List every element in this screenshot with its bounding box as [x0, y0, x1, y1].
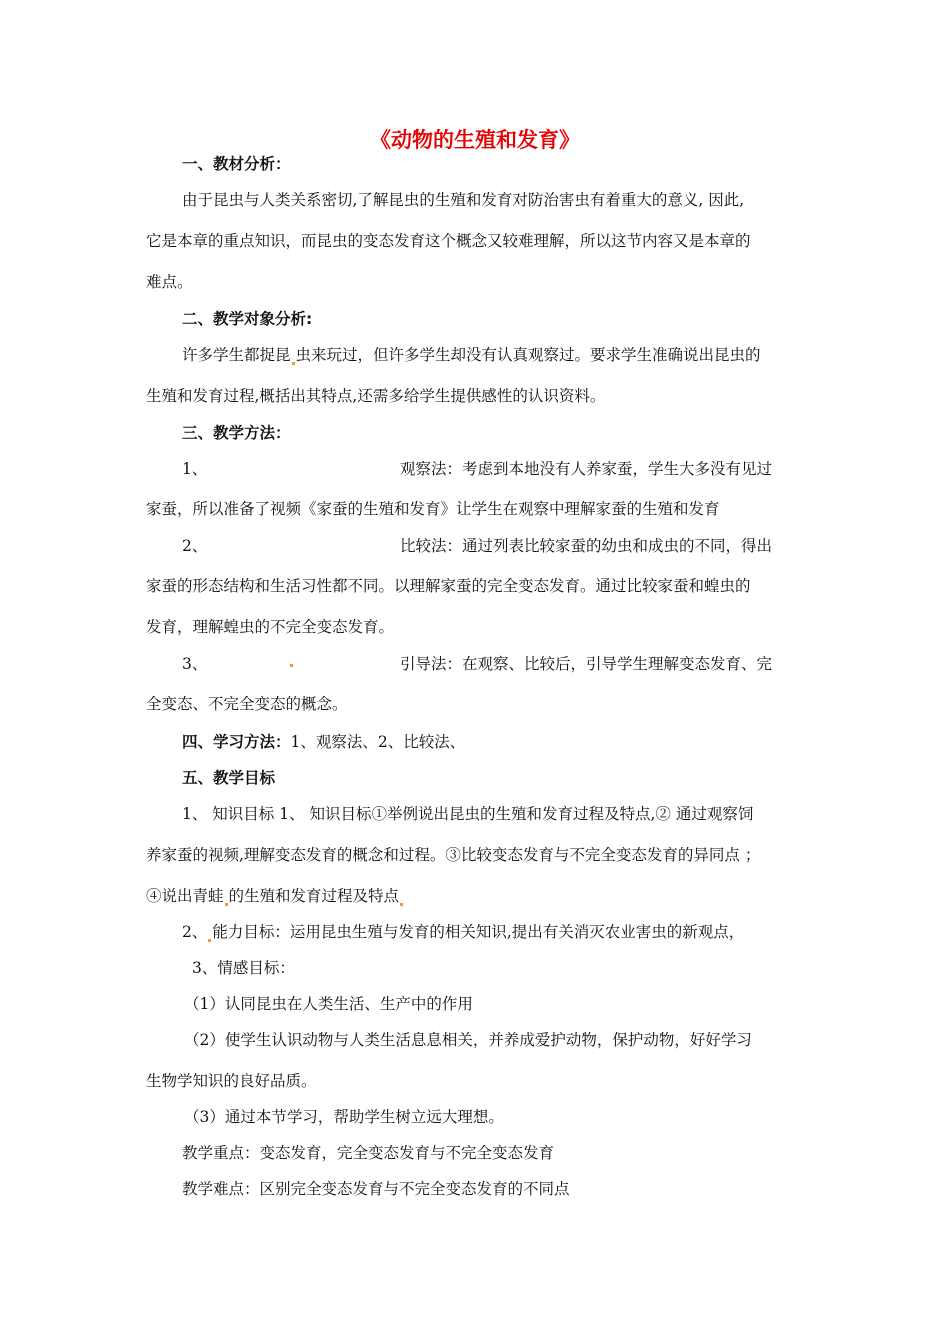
paragraph-line: 难点。	[146, 273, 193, 291]
section-heading-teaching-goals: 五、教学目标	[182, 769, 276, 787]
paragraph-line: （3）通过本节学习，帮助学生树立远大理想。	[184, 1108, 504, 1126]
paragraph-line: 1、 知识目标 1、 知识目标①举例说出昆虫的生殖和发育过程及特点,② 通过观察饲	[182, 805, 754, 823]
list-number: 2、	[182, 537, 208, 555]
paragraph-line: 2、 能力目标：运用昆虫生殖与发育的相关知识,提出有关消灭农业害虫的新观点，	[182, 923, 745, 941]
list-number: 1、	[182, 460, 208, 478]
paragraph-line: 由于昆虫与人类关系密切,了解昆虫的生殖和发育对防治害虫有着重大的意义, 因此,	[182, 191, 745, 209]
paragraph-line: 养家蚕的视频,理解变态发育的概念和过程。③比较变态发育与不完全变态发育的异同点 ；	[146, 846, 761, 864]
list-item-text: 比较法：通过列表比较家蚕的幼虫和成虫的不同，得出	[400, 537, 773, 555]
mark-dot	[290, 664, 293, 667]
learning-methods: 四、学习方法：1、观察法、2、比较法、	[182, 733, 466, 751]
paragraph-line: 它是本章的重点知识，而昆虫的变态发育这个概念又较难理解，所以这节内容又是本章的	[146, 232, 751, 250]
section-heading-teaching-methods: 三、教学方法：	[182, 424, 291, 442]
mark-dot	[292, 362, 295, 365]
paragraph-line: 家蚕的形态结构和生活习性都不同。以理解家蚕的完全变态发育。通过比较家蚕和蝗虫的	[146, 577, 751, 595]
paragraph-line: （1）认同昆虫在人类生活、生产中的作用	[184, 995, 473, 1013]
paragraph-line: （2）使学生认识动物与人类生活息息相关，并养成爱护动物，保护动物，好好学习	[184, 1031, 752, 1049]
list-number: 3、	[182, 655, 208, 673]
teaching-difficulties: 教学难点：区别完全变态发育与不完全变态发育的不同点	[182, 1180, 570, 1198]
paragraph-line: 家蚕，所以准备了视频《家蚕的生殖和发育》让学生在观察中理解家蚕的生殖和发育	[146, 500, 720, 518]
mark-dot	[400, 903, 403, 906]
section-heading-learning-methods: 四、学习方法：	[182, 733, 291, 751]
document-title: 《动物的生殖和发育》	[370, 128, 580, 152]
teaching-key-points: 教学重点：变态发育，完全变态发育与不完全变态发育	[182, 1144, 555, 1162]
section-heading-student-analysis: 二、教学对象分析:	[182, 310, 313, 328]
mark-dot	[208, 939, 211, 942]
paragraph-line: ④说出青蛙 的生殖和发育过程及特点	[146, 884, 404, 906]
paragraph-line: 许多学生都捉昆 虫来玩过，但许多学生却没有认真观察过。要求学生准确说出昆虫的	[182, 346, 761, 364]
paragraph-line: 发育，理解蝗虫的不完全变态发育。	[146, 618, 395, 636]
mark-dot	[225, 903, 228, 906]
paragraph-line: 全变态、不完全变态的概念。	[146, 695, 348, 713]
paragraph-line: 生物学知识的良好品质。	[146, 1072, 317, 1090]
section-heading-textbook-analysis: 一、教材分析：	[182, 155, 291, 173]
list-item-text: 引导法：在观察、比较后，引导学生理解变态发育、完	[400, 655, 773, 673]
paragraph-line: 3、情感目标：	[192, 959, 295, 977]
paragraph-line: 生殖和发育过程,概括出其特点,还需多给学生提供感性的认识资料。	[146, 387, 606, 405]
list-item-text: 观察法：考虑到本地没有人养家蚕，学生大多没有见过	[400, 460, 773, 478]
